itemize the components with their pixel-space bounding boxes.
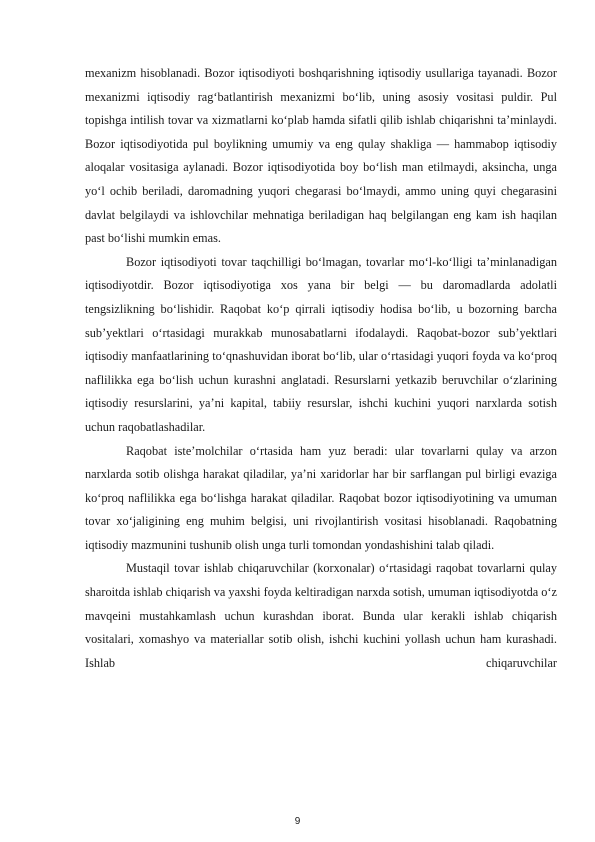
paragraph-consumer-competition: Raqobat iste’molchilar o‘rtasida ham yuz beradi: ular tovarlarni qulay va arzon narxlarda sotib olishga harakat qiladilar, ya’ni xaridorlar har bir sarflangan pul birligi evaziga ko‘proq naflilikka ega bo‘lishga harakat qiladilar. Raqobat bozor iqtisodiyotining va umuman tovar xo‘jaligining eng muhim belgisi, uni rivojlantirish vositasi hisoblanadi. Raqobatning iqtisodiy mazmunini tushunib olish unga turli tomondan yondashishini talab qiladi. [85, 443, 557, 552]
document-page [85, 62, 557, 675]
paragraph-producer-competition: Mustaqil tovar ishlab chiqaruvchilar (korxonalar) o‘rtasidagi raqobat tovarlarni qulay sharoitda ishlab chiqarish va yaxshi foyda keltiradigan narxda sotish, umuman iqtisodiyotda o‘z mavqeini mustahkamlash uchun kurashdan iborat. Bunda ular kerakli ishlab chiqarish vositalari, xomashyo va materiallar sotib olish, ishchi kuchini yollash uchun ham kurashadi. Ishlab chiqaruvchilar [85, 561, 557, 670]
page-number: 9 [294, 816, 301, 827]
paragraph-competition: Bozor iqtisodiyoti tovar taqchilligi bo‘lmagan, tovarlar mo‘l-ko‘lligi ta’minlanadigan iqtisodiyotdir. Bozor iqtisodiyotiga xos yana bir belgi — bu daromadlarda adolatli tengsizlikning bo‘lishidir. Raqobat ko‘p qirrali iqtisodiy hodisa bo‘lib, u bozorning barcha sub’yektlari o‘rtasidagi murakkab munosabatlarni ifodalaydi. Raqobat-bozor sub’yektlari iqtisodiy manfaatlarining to‘qnashuvidan iborat bo‘lib, ular o‘rtasidagi yuqori foyda va ko‘proq naflilikka ega bo‘lish uchun kurashni anglatadi. Resurslarni yetkazib beruvchilar o‘zlarining iqtisodiy resurslarini, ya’ni kapital, tabiiy resurslar, ishchi kuchini yuqori narxlarda sotish uchun raqobatlashadilar. [85, 254, 557, 434]
paragraph-market-mechanism: mexanizm hisoblanadi. Bozor iqtisodiyoti boshqarishning iqtisodiy usullariga tayanadi. Bozor mexanizmi iqtisodiy rag‘batlantirish mexanizmi bo‘lib, uning asosiy vositasi puldir. Pul topishga intilish tovar va xizmatlarni ko‘plab hamda sifatli qilib ishlab chiqarishni ta’minlaydi. Bozor iqtisodiyotida pul boylikning umumiy va eng qulay shakliga — hammabop iqtisodiy aloqalar vositasiga aylanadi. Bozor iqtisodiyotida boy bo‘lish man etilmaydi, aksincha, unga yo‘l ochib beriladi, daromadning yuqori chegarasi bo‘lmaydi, ammo uning quyi chegarasini davlat belgilaydi va ishlovchilar mehnatiga beriladigan haq belgilangan eng kam ish haqilan past bo‘lishi mumkin emas. [85, 66, 557, 246]
